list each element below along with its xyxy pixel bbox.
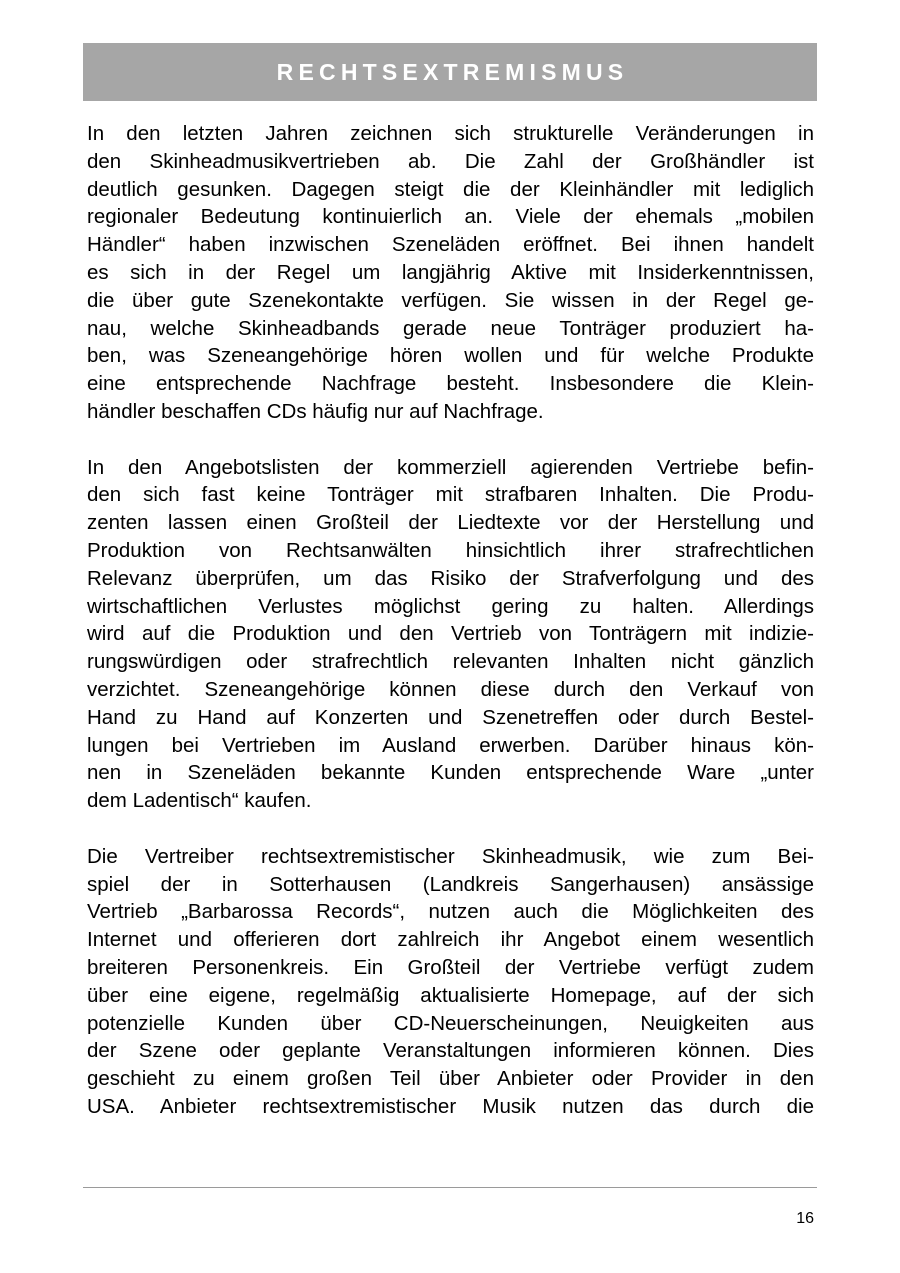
text-line: USA. Anbieter rechtsextremistischer Musik nutzen das durch die [87,1094,814,1118]
text-line: potenzielle Kunden über CD-Neuerscheinungen, Neuigkeiten aus [87,1011,814,1035]
text-line: deutlich gesunken. Dagegen steigt die der Kleinhändler mit lediglich [87,177,814,201]
text-line: nen in Szeneläden bekannte Kunden entsprechende Ware „unter [87,761,814,785]
text-line: händler beschaffen CDs häufig nur auf Nachfrage. [87,399,544,423]
text-line: über eine eigene, regelmäßig aktualisierte Homepage, auf der sich [87,983,814,1007]
page-number: 16 [796,1210,814,1227]
paragraph-2 [87,454,814,815]
text-line: Produktion von Rechtsanwälten hinsichtlich ihrer strafrechtlichen [87,538,814,562]
text-line: regionaler Bedeutung kontinuierlich an. Viele der ehemals „mobilen [87,205,814,229]
body-text [87,120,814,1121]
text-line: Hand zu Hand auf Konzerten und Szenetreffen oder durch Bestel- [87,705,814,729]
text-line: spiel der in Sotterhausen (Landkreis Sangerhausen) ansässige [87,872,814,896]
text-line: wird auf die Produktion und den Vertrieb von Tonträgern mit indizie- [87,622,814,646]
text-line: wirtschaftlichen Verlustes möglichst gering zu halten. Allerdings [87,594,814,618]
text-line: ben, was Szeneangehörige hören wollen und für welche Produkte [87,344,814,368]
text-line: lungen bei Vertrieben im Ausland erwerben. Darüber hinaus kön- [87,733,814,757]
text-line: der Szene oder geplante Veranstaltungen informieren können. Dies [87,1039,814,1063]
section-header-bar [83,43,817,101]
text-line: zenten lassen einen Großteil der Liedtexte vor der Herstellung und [87,511,814,535]
text-line: Internet und offerieren dort zahlreich ihr Angebot einem wesentlich [87,928,814,952]
text-line: dem Ladentisch“ kaufen. [87,789,312,813]
text-line: geschieht zu einem großen Teil über Anbieter oder Provider in den [87,1067,814,1091]
text-line: Händler“ haben inzwischen Szeneläden eröffnet. Bei ihnen handelt [87,233,814,257]
text-line: eine entsprechende Nachfrage besteht. Insbesondere die Klein- [87,372,814,396]
section-title: RECHTSEXTREMISMUS [276,58,629,85]
footer-divider [83,1187,817,1188]
text-line: den Skinheadmusikvertrieben ab. Die Zahl der Großhändler ist [87,149,814,173]
text-line: es sich in der Regel um langjährig Aktive mit Insiderkenntnissen, [87,260,814,284]
paragraph-3 [87,843,814,1121]
text-line: breiteren Personenkreis. Ein Großteil der Vertriebe verfügt zudem [87,955,814,979]
text-line: rungswürdigen oder strafrechtlich relevanten Inhalten nicht gänzlich [87,650,814,674]
text-line: Vertrieb „Barbarossa Records“, nutzen auch die Möglichkeiten des [87,900,814,924]
text-line: nau, welche Skinheadbands gerade neue Tonträger produziert ha- [87,316,814,340]
paragraph-1 [87,120,814,426]
text-line: verzichtet. Szeneangehörige können diese durch den Verkauf von [87,677,814,701]
text-line: In den letzten Jahren zeichnen sich strukturelle Veränderungen in [87,122,814,145]
text-line: Die Vertreiber rechtsextremistischer Skinheadmusik, wie zum Bei- [87,844,814,868]
text-line: den sich fast keine Tonträger mit strafbaren Inhalten. Die Produ- [87,483,814,507]
text-line: In den Angebotslisten der kommerziell agierenden Vertriebe befin- [87,455,814,479]
text-line: die über gute Szenekontakte verfügen. Sie wissen in der Regel ge- [87,288,814,312]
text-line: Relevanz überprüfen, um das Risiko der Strafverfolgung und des [87,566,814,590]
